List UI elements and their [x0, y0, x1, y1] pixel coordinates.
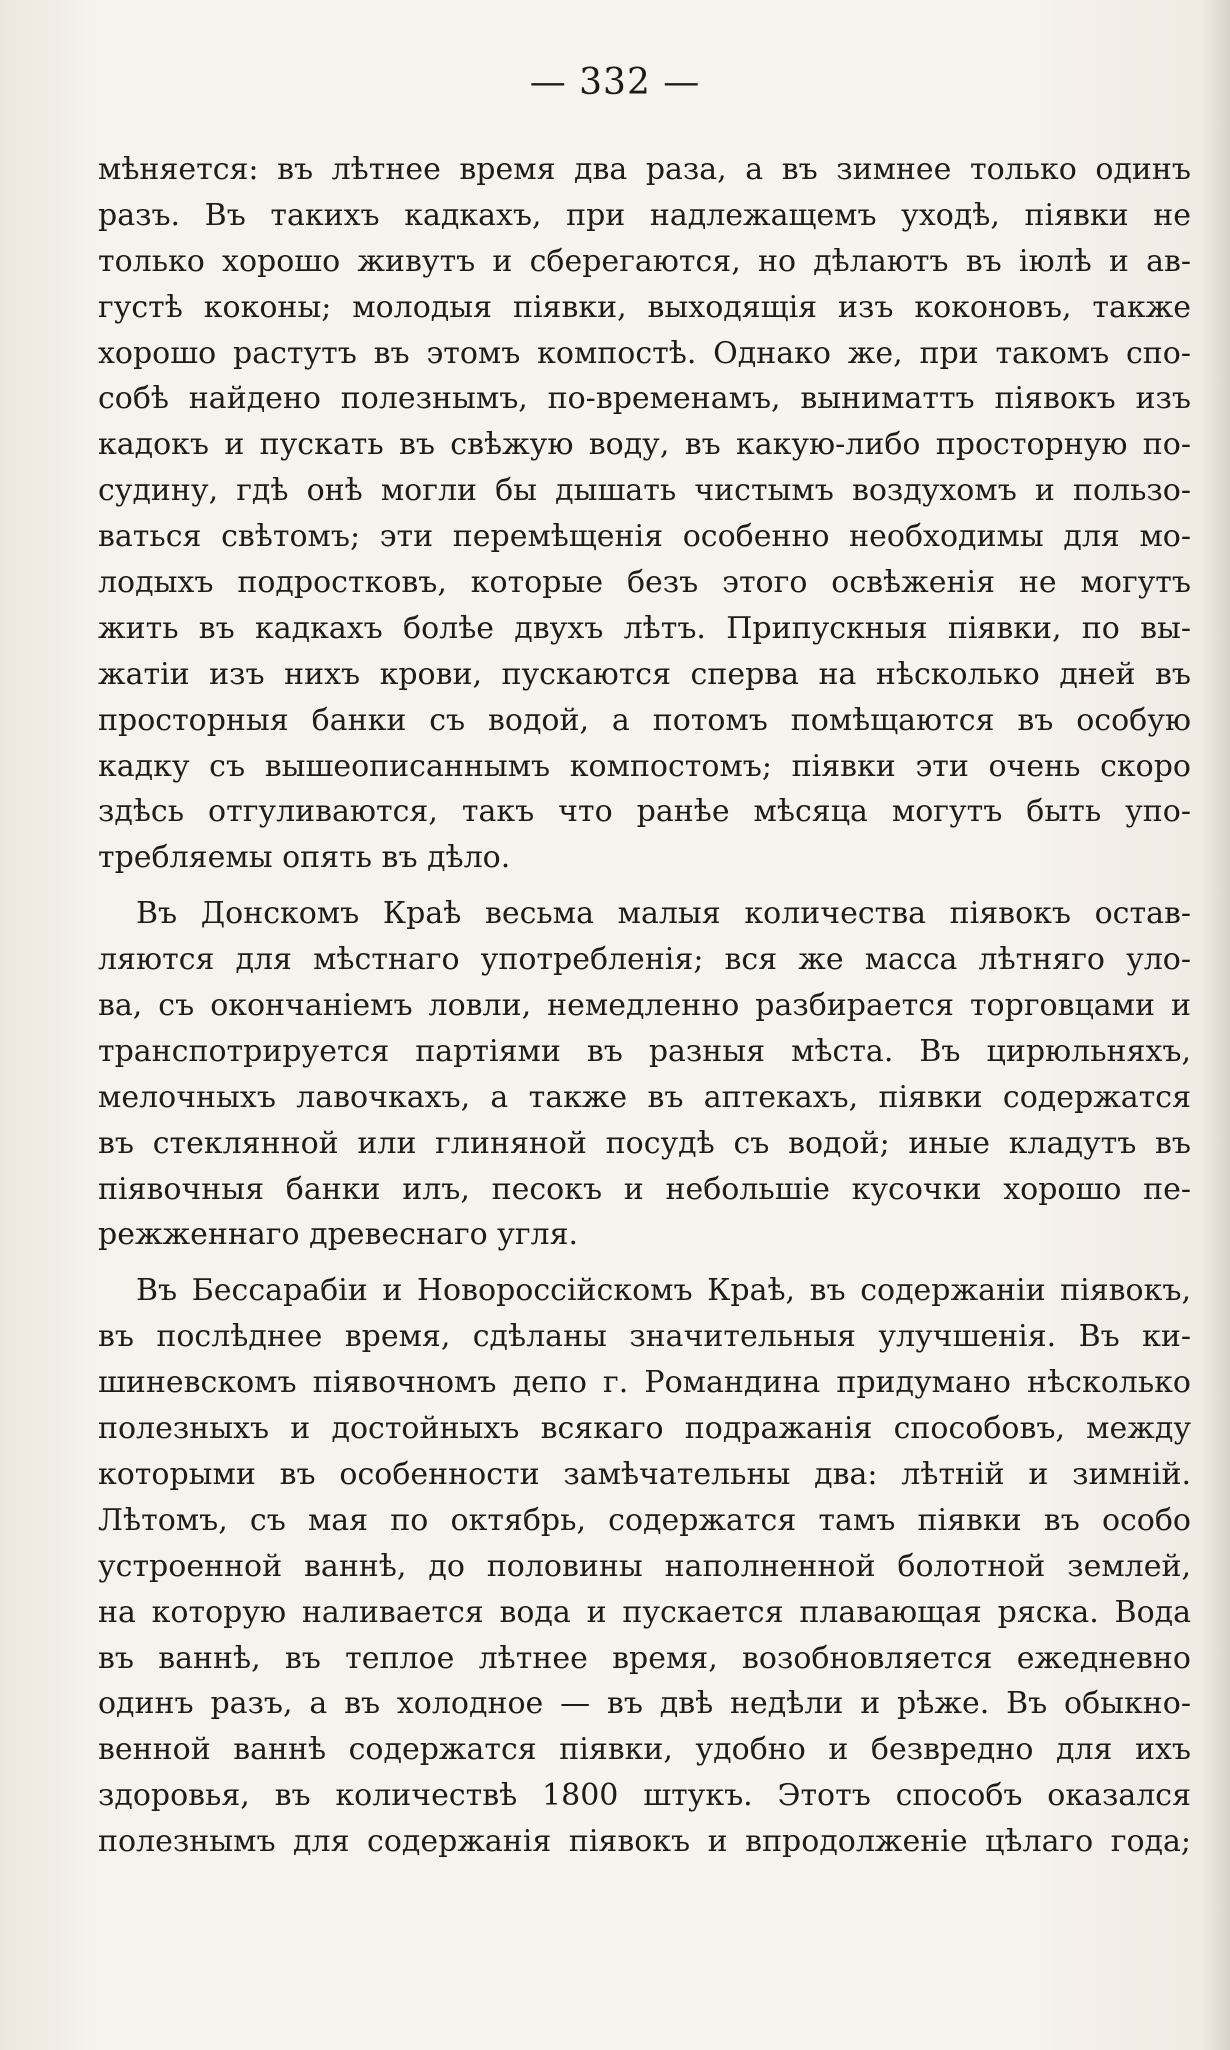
- text-line: шиневскомъ піявочномъ депо г. Романдина придумано нѣсколько: [98, 1365, 1191, 1401]
- text-line: только хорошо живутъ и сберегаются, но дѣлаютъ въ іюлѣ и ав-: [98, 243, 1191, 279]
- text-line: въ ваннѣ, въ теплое лѣтнее время, возобновляется ежедневно: [98, 1640, 1191, 1676]
- text-line: венной ваннѣ содержатся піявки, удобно и безвредно для ихъ: [98, 1732, 1191, 1768]
- text-line: режженнаго древеснаго угля.: [98, 1217, 579, 1253]
- paragraph-2: [98, 891, 1191, 1258]
- paragraph-1: [98, 147, 1191, 881]
- text-line: разъ. Въ такихъ кадкахъ, при надлежащемъ уходѣ, піявки не: [98, 197, 1191, 233]
- text-line: ваться свѣтомъ; эти перемѣщенія особенно необходимы для мо-: [98, 519, 1191, 555]
- text-line: мѣняется: въ лѣтнее время два раза, а въ зимнее только одинъ: [98, 152, 1191, 187]
- text-line: жатіи изъ нихъ крови, пускаются сперва на нѣсколько дней въ: [98, 656, 1191, 692]
- text-line: устроенной ваннѣ, до половины наполненной болотной землей,: [98, 1548, 1191, 1584]
- text-line: жить въ кадкахъ болѣе двухъ лѣтъ. Припускныя піявки, по вы-: [98, 610, 1191, 646]
- text-line: Въ Бессарабіи и Новороссійскомъ Краѣ, въ содержаніи піявокъ,: [136, 1273, 1191, 1309]
- text-line: транспотрируется партіями въ разныя мѣста. Въ цирюльняхъ,: [98, 1033, 1191, 1069]
- text-line: піявочныя банки илъ, песокъ и небольшіе кусочки хорошо пе-: [98, 1171, 1191, 1207]
- text-line: здоровья, въ количествѣ 1800 штукъ. Этотъ способъ оказался: [98, 1778, 1191, 1814]
- text-line: ва, съ окончаніемъ ловли, немедленно разбирается торговцами и: [98, 988, 1191, 1024]
- page-edge-shadow: [1200, 0, 1230, 2050]
- paragraph-3: [98, 1268, 1191, 1865]
- page-number: — 332 —: [529, 62, 701, 103]
- text-line: Лѣтомъ, съ мая по октябрь, содержатся тамъ піявки въ особо: [98, 1502, 1191, 1538]
- text-line: ляются для мѣстнаго употребленія; вся же масса лѣтняго уло-: [98, 942, 1191, 978]
- text-line: мелочныхъ лавочкахъ, а также въ аптекахъ, піявки содержатся: [98, 1079, 1191, 1115]
- text-line: здѣсь отгуливаются, такъ что ранѣе мѣсяца могутъ быть упо-: [98, 794, 1191, 830]
- body-text: [98, 147, 1191, 1865]
- text-line: кадку съ вышеописаннымъ компостомъ; піявки эти очень скоро: [98, 748, 1191, 784]
- text-line: на которую наливается вода и пускается плавающая ряска. Вода: [98, 1594, 1191, 1630]
- text-line: лодыхъ подростковъ, которые безъ этого освѣженія не могутъ: [98, 565, 1191, 601]
- text-line: требляемы опять въ дѣло.: [98, 840, 511, 876]
- text-line: которыми въ особенности замѣчательны два: лѣтній и зимній.: [98, 1456, 1191, 1492]
- text-line: собѣ найдено полезнымъ, по-временамъ, выниматтъ піявокъ изъ: [98, 381, 1191, 417]
- text-line: въ послѣднее время, сдѣланы значительныя улучшенія. Въ ки-: [98, 1319, 1191, 1355]
- text-line: хорошо растутъ въ этомъ компостѣ. Однако же, при такомъ спо-: [98, 335, 1191, 371]
- text-line: кадокъ и пускать въ свѣжую воду, въ какую-либо просторную по-: [98, 427, 1191, 463]
- text-line: густѣ коконы; молодыя піявки, выходящія изъ коконовъ, также: [98, 289, 1191, 325]
- text-line: полезнымъ для содержанія піявокъ и впродолженіе цѣлаго года;: [98, 1824, 1191, 1860]
- text-line: судину, гдѣ онѣ могли бы дышать чистымъ воздухомъ и пользо-: [98, 473, 1191, 509]
- text-line: одинъ разъ, а въ холодное — въ двѣ недѣли и рѣже. Въ обыкно-: [98, 1686, 1191, 1722]
- text-line: въ стеклянной или глиняной посудѣ съ водой; иные кладутъ въ: [98, 1125, 1191, 1161]
- text-line: просторныя банки съ водой, а потомъ помѣщаются въ особую: [98, 702, 1191, 738]
- text-line: Въ Донскомъ Краѣ весьма малыя количества піявокъ остав-: [136, 896, 1191, 932]
- text-line: полезныхъ и достойныхъ всякаго подражанія способовъ, между: [98, 1411, 1191, 1447]
